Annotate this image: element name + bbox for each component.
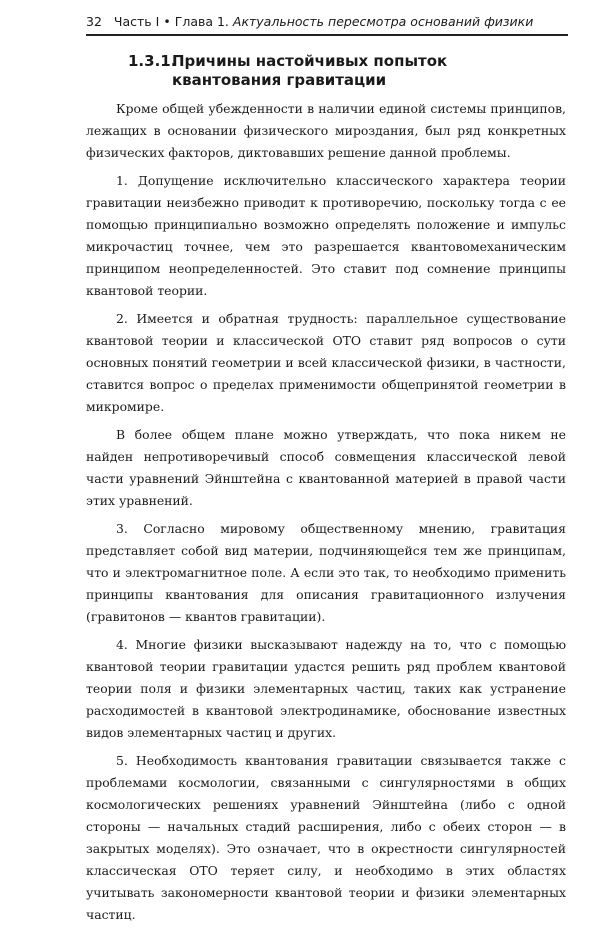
- section-title-line2: квантования гравитации: [172, 71, 387, 89]
- part-label: Часть I: [113, 14, 160, 29]
- header-rule: [86, 34, 568, 36]
- chapter-label: Глава 1.: [174, 14, 229, 29]
- page-number: 32: [86, 14, 102, 29]
- paragraph-2-continued: В более общем плане можно утверждать, что пока никем не найден непротиворечивый способ совмещения классической левой части уравнений Эйнштейна с квантованной материей в правой части этих уравнений.: [86, 427, 566, 508]
- paragraph-5: 5. Необходимость квантования гравитации связывается также с проблемами космологии, связанными с сингулярностями в общих космологических решениях уравнений Эйнштейна (либо с одной стороны — начальных стадий расширения, либо с обеих сторон — в закрытых моделях). Это означает, что в окрестности сингулярностей классическая ОТО теряет силу, и необходимо в этих областях учитывать закономерности квантовой теории и физики элементарных частиц.: [86, 753, 566, 922]
- section-number: 1.3.1.: [128, 52, 177, 70]
- paragraph-3: 3. Согласно мировому общественному мнению, гравитация представляет собой вид материи, подчиняющейся тем же принципам, что и электромагнитное поле. А если это так, то необходимо применить принципы квантования для описания гравитационного излучения (гравитонов — квантов гравитации).: [86, 521, 566, 624]
- paragraph-intro: Кроме общей убежденности в наличии единой системы принципов, лежащих в основании физического мироздания, был ряд конкретных физических факторов, диктовавших решение данной проблемы.: [86, 101, 566, 160]
- paragraph-4: 4. Многие физики высказывают надежду на то, что с помощью квантовой теории гравитации удастся решить ряд проблем квантовой теории поля и физики элементарных частиц, таких как устранение расходимостей в квантовой электродинамике, обоснование известных видов элементарных частиц и других.: [86, 637, 566, 740]
- bullet-separator: •: [163, 14, 171, 29]
- running-header: [86, 14, 566, 29]
- section-title-line1: Причины настойчивых попыток: [172, 52, 448, 70]
- chapter-title: Актуальность пересмотра оснований физики: [232, 14, 534, 29]
- body-text: [86, 98, 566, 932]
- paragraph-1: 1. Допущение исключительно классического характера теории гравитации неизбежно приводит к противоречию, поскольку тогда с ее помощью принципиально возможно определять положение и импульс микрочастиц точнее, чем это разрешается квантовомеханическим принципом неопределенностей. Это ставит под сомнение принципы квантовой теории.: [86, 173, 566, 298]
- paragraph-2: 2. Имеется и обратная трудность: параллельное существование квантовой теории и классической ОТО ставит ряд вопросов о сути основных понятий геометрии и всей классической физики, в частности, ставится вопрос о пределах применимости общепринятой геометрии в микромире.: [86, 311, 566, 414]
- section-heading: [128, 52, 548, 90]
